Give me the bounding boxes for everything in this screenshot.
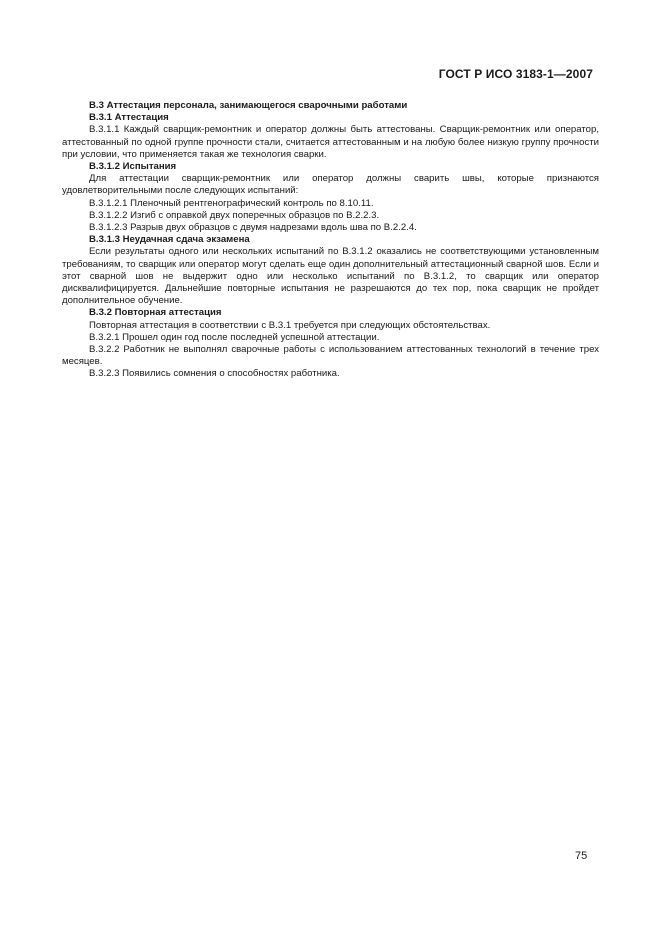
paragraph-b32: Повторная аттестация в соответствии с В.3.1 требуется при следующих обстоятельствах. — [89, 319, 491, 331]
section-heading-b3: В.3 Аттестация персонала, занимающегося сварочными работами — [89, 100, 408, 111]
list-item-b322: В.3.2.2 Работник не выполнял сварочные работы с использованием аттестованных технологий в течение трех месяцев. — [62, 344, 599, 368]
paragraph-b311: В.3.1.1 Каждый сварщик-ремонтник и оператор должны быть аттестованы. Сварщик-ремонтник или оператор, аттестованный по одной группе прочности стали, считается аттестованным и на любую более низкую группу прочности при условии, что применяется такая же технология сварки. — [62, 124, 599, 160]
document-body — [62, 100, 599, 381]
section-heading-b312: В.3.1.2 Испытания — [89, 161, 177, 173]
list-item-b3121: В.3.1.2.1 Пленочный рентгенографический контроль по 8.10.11. — [89, 197, 374, 209]
paragraph-b313: Если результаты одного или нескольких испытаний по В.3.1.2 оказались не соответствующими установленным требованиям, то сварщик или оператор могут сделать еще один дополнительный аттестационный сварной шов. Если и этот сварной шов не выдержит одно или несколько испытаний по В.3.1.2, то сварщик или оператор дисквалифицируется. Дальнейшие повторные испытания не разрешаются до тех пор, пока сварщик не пройдет дополнительное обучение. — [62, 246, 599, 307]
document-header-standard-id: ГОСТ Р ИСО 3183-1—2007 — [438, 67, 593, 81]
section-heading-b313: В.3.1.3 Неудачная сдача экзамена — [89, 234, 250, 246]
list-item-b323: В.3.2.3 Появились сомнения о способностях работника. — [89, 368, 340, 380]
section-heading-b31: В.3.1 Аттестация — [89, 112, 169, 124]
list-item-b3123: В.3.1.2.3 Разрыв двух образцов с двумя надрезами вдоль шва по В.2.2.4. — [89, 222, 417, 234]
page-number: 75 — [575, 850, 588, 862]
section-heading-b32: В.3.2 Повторная аттестация — [89, 307, 222, 319]
paragraph-b312: Для аттестации сварщик-ремонтник или оператор должны сварить швы, которые признаются удовлетворительными после следующих испытаний: — [62, 173, 599, 197]
list-item-b3122: В.3.1.2.2 Изгиб с оправкой двух поперечных образцов по В.2.2.3. — [89, 209, 380, 221]
list-item-b321: В.3.2.1 Прошел один год после последней успешной аттестации. — [89, 331, 380, 343]
